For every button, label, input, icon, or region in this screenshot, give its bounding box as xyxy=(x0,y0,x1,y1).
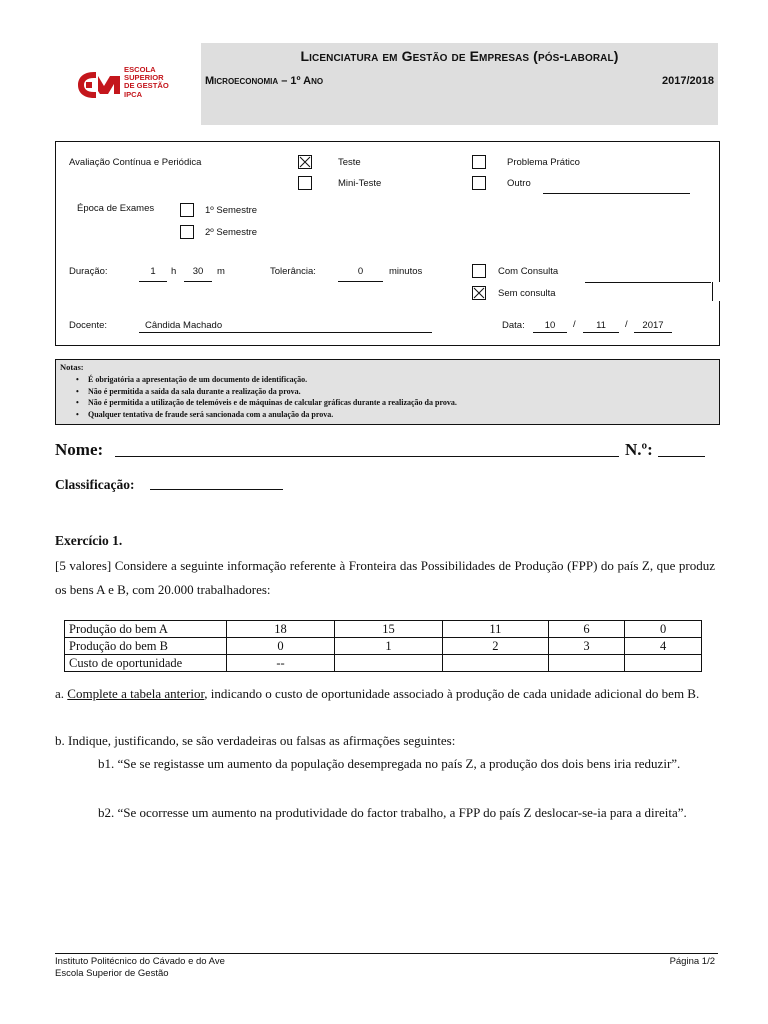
table-cell: 2 xyxy=(443,638,549,655)
tolerancia-label: Tolerância: xyxy=(270,266,316,277)
question-b1: b1. “Se se registasse um aumento da população desempregada no país Z, a produção dos dois bens iria reduzir”. xyxy=(98,756,681,771)
com-consulta-checkbox[interactable] xyxy=(472,264,486,278)
logo-line-2: SUPERIOR xyxy=(124,73,164,83)
com-consulta-field[interactable] xyxy=(585,282,711,283)
date-separator: / xyxy=(625,319,628,330)
question-b2: b2. “Se ocorresse um aumento na produtividade do factor trabalho, a FPP do país Z deslocar-se-ia para a direita”. xyxy=(98,805,687,820)
assessment-label: Avaliação Contínua e Periódica xyxy=(69,157,202,168)
table-row xyxy=(65,621,702,638)
row-label: Produção do bem B xyxy=(65,638,227,655)
question-a-prefix: a. xyxy=(55,686,68,701)
sem-consulta-checkbox[interactable] xyxy=(472,286,486,300)
sem2-checkbox[interactable] xyxy=(180,225,194,239)
date-year-underline xyxy=(634,332,672,333)
date-day[interactable]: 10 xyxy=(544,320,556,331)
note-item: • É obrigatória a apresentação de um documento de identificação. xyxy=(76,374,457,386)
hours-value[interactable]: 1 xyxy=(150,266,156,277)
minutes-value[interactable]: 30 xyxy=(192,266,204,277)
sem-consulta-label: Sem consulta xyxy=(498,288,556,299)
logo-line-3: DE GESTÃO xyxy=(124,81,169,91)
numero-label: N.º: xyxy=(625,440,653,459)
date-separator: / xyxy=(573,319,576,330)
logo-line-4: IPCA xyxy=(124,89,143,99)
outro-field[interactable] xyxy=(543,193,690,194)
note-item: • Não é permitida a saída da sala durante a realização da prova. xyxy=(76,386,457,398)
duracao-label: Duração: xyxy=(69,266,108,277)
question-a-instruction: Complete a tabela anterior xyxy=(67,686,205,701)
mini-teste-checkbox[interactable] xyxy=(298,176,312,190)
epoca-label: Época de Exames xyxy=(77,203,155,214)
answer-cell[interactable] xyxy=(335,655,443,672)
exercise-intro: [5 valores] Considere a seguinte informação referente à Fronteira das Possibilidades de Produção (FPP) do país Z, que produz os bens A e B, com 20.000 trabalhadores: xyxy=(55,558,715,597)
academic-year: 2017/2018 xyxy=(662,75,714,87)
numero-field[interactable] xyxy=(658,456,705,457)
footer-page-number: Página 1/2 xyxy=(669,956,715,967)
hours-unit: h xyxy=(171,266,177,277)
problema-label: Problema Prático xyxy=(507,157,580,168)
table-cell: 6 xyxy=(548,621,625,638)
answer-cell[interactable] xyxy=(548,655,625,672)
checkmark-x-icon xyxy=(473,287,485,299)
problema-checkbox[interactable] xyxy=(472,155,486,169)
sem2-label: 2º Semestre xyxy=(205,227,258,238)
question-a xyxy=(55,682,715,706)
notes-list xyxy=(76,374,457,420)
table-cell: 11 xyxy=(443,621,549,638)
date-month[interactable]: 11 xyxy=(596,320,606,331)
table-cell: 0 xyxy=(227,638,335,655)
exercise-title: Exercício 1. xyxy=(55,533,123,548)
tolerancia-value[interactable]: 0 xyxy=(357,266,364,277)
answer-cell[interactable] xyxy=(443,655,549,672)
footer-institute: Instituto Politécnico do Cávado e do Ave xyxy=(55,956,225,967)
note-item: • Não é permitida a utilização de telemóveis e de máquinas de calcular gráficas durante a realização da prova. xyxy=(76,397,457,409)
minutes-unit: m xyxy=(217,266,225,277)
teste-label: Teste xyxy=(338,157,361,168)
table-cell: -- xyxy=(227,655,335,672)
logo-text xyxy=(124,66,169,99)
note-item: • Qualquer tentativa de fraude será sancionada com a anulação da prova. xyxy=(76,409,457,421)
row-label: Produção do bem A xyxy=(65,621,227,638)
hours-underline xyxy=(139,281,167,282)
table-cell: 1 xyxy=(335,638,443,655)
com-consulta-label: Com Consulta xyxy=(498,266,559,277)
checkmark-x-icon xyxy=(299,156,311,168)
date-month-underline xyxy=(583,332,619,333)
logo-line-1: ESCOLA xyxy=(124,65,156,74)
docente-value[interactable]: Cândida Machado xyxy=(145,320,223,331)
minutes-underline xyxy=(184,281,212,282)
teste-checkbox[interactable] xyxy=(298,155,312,169)
table-cell: 18 xyxy=(227,621,335,638)
table-cell: 15 xyxy=(335,621,443,638)
question-b: b. Indique, justificando, se são verdadeiras ou falsas as afirmações seguintes: xyxy=(55,733,456,748)
subject-title: Microeconomia – 1º Ano xyxy=(205,75,324,87)
question-a-rest: , indicando o custo de oportunidade associado à produção de cada unidade adicional do bem B. xyxy=(204,686,700,701)
minutos-label: minutos xyxy=(389,266,423,277)
exam-info-box xyxy=(55,141,720,346)
table-cell: 3 xyxy=(548,638,625,655)
nome-label: Nome: xyxy=(55,440,104,459)
info-box-tab xyxy=(712,282,726,301)
sem1-checkbox[interactable] xyxy=(180,203,194,217)
fpp-table xyxy=(64,620,702,672)
classificacao-label: Classificação: xyxy=(55,477,135,492)
date-day-underline xyxy=(533,332,567,333)
table-row xyxy=(65,655,702,672)
row-label: Custo de oportunidade xyxy=(65,655,227,672)
table-cell: 4 xyxy=(625,638,702,655)
docente-underline xyxy=(139,332,432,333)
date-year[interactable]: 2017 xyxy=(642,320,664,331)
nome-field[interactable] xyxy=(115,456,619,457)
footer-school: Escola Superior de Gestão xyxy=(55,968,169,979)
data-label: Data: xyxy=(502,320,525,331)
answer-cell[interactable] xyxy=(625,655,702,672)
course-title: Licenciatura em Gestão de Empresas (pós-laboral) xyxy=(300,48,619,64)
outro-label: Outro xyxy=(507,178,531,189)
mini-teste-label: Mini-Teste xyxy=(338,178,382,189)
tolerancia-underline xyxy=(338,281,383,282)
outro-checkbox[interactable] xyxy=(472,176,486,190)
sem1-label: 1º Semestre xyxy=(205,205,258,216)
docente-label: Docente: xyxy=(69,320,108,331)
table-cell: 0 xyxy=(625,621,702,638)
notes-title: Notas: xyxy=(60,362,84,372)
ipca-logo-icon xyxy=(74,64,124,104)
classificacao-field[interactable] xyxy=(150,489,283,490)
table-row xyxy=(65,638,702,655)
footer-rule xyxy=(55,953,718,954)
